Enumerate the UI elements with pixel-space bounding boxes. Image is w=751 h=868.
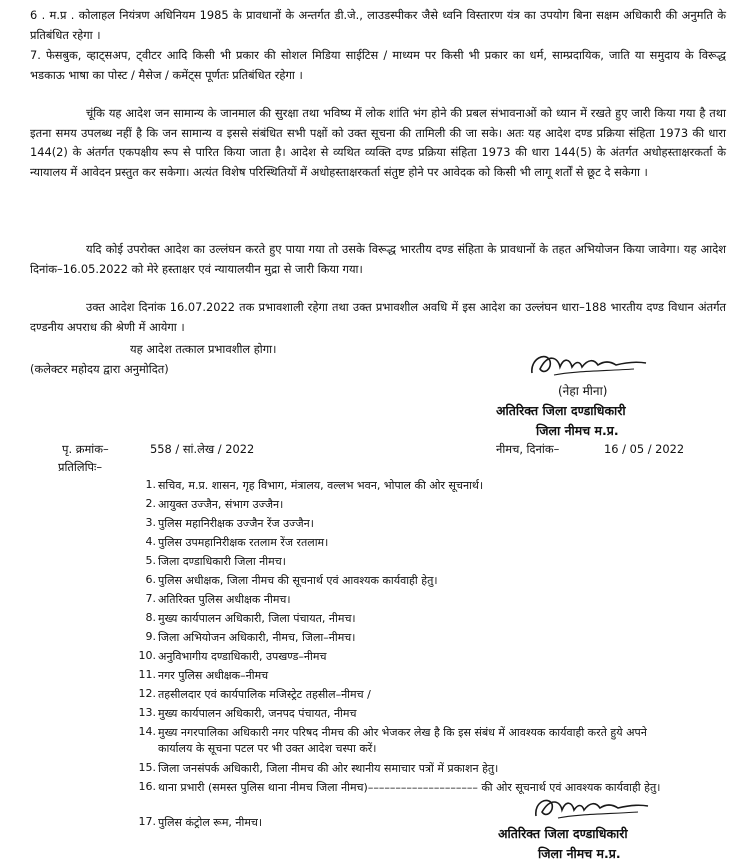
paragraph-validity-text: उक्त आदेश दिनांक 16.07.2022 तक प्रभावशाली रहेगा तथा उक्त प्रभावशील अवधि में इस आदेश का उल्लंघन धारा–188 भारतीय दण्ड विधान अंतर्गत दण्डनीय अपराध की श्रेणी में आयेगा । (30, 300, 726, 334)
cc-item-text: मुख्य नगरपालिका अधिकारी नगर परिषद नीमच की ओर भेजकर लेख है कि इस संबंध में आवश्यक कार्यवाही करते हुये अपने कार्यालय के सूचना पटल पर भी उक्त आदेश चस्पा करें। (158, 726, 647, 755)
cc-item-text: पुलिस महानिरीक्षक उज्जैन रेंज उज्जैन। (158, 517, 314, 530)
clause-7: 7. फेसबुक, व्हाट्सअप, ट्वीटर आदि किसी भी प्रकार की सोशल मिडिया साईटिस / माध्यम पर किसी भी प्रकार का धर्म, साम्प्रदायिक, जाति या समुदाय के विरूद्ध भडकाऊ भाषा का पोस्ट / मैसेज / कमेंट्स पूर्णतः प्रतिबंधित रहेगा । (30, 48, 726, 82)
cc-item-text: मुख्य कार्यपालन अधिकारी, जनपद पंचायत, नीमच (158, 707, 357, 720)
effective-statement: यह आदेश तत्काल प्रभावशील होगा। (130, 342, 277, 356)
cc-item-text: पुलिस उपमहानिरीक्षक रतलाम रेंज रतलाम। (158, 536, 329, 549)
cc-item-number: 1. (145, 478, 156, 491)
cc-item-text: सचिव, म.प्र. शासन, गृह विभाग, मंत्रालय, वल्लभ भवन, भोपाल की ओर सूचनार्थ। (158, 479, 484, 492)
cc-item-number: 4. (145, 535, 156, 548)
cc-item-number: 12. (138, 687, 156, 700)
cc-item-text: जिला जनसंपर्क अधिकारी, जिला नीमच की ओर स्थानीय समाचार पत्रों में प्रकाशन हेतु। (158, 762, 499, 775)
cc-item-text: थाना प्रभारी (समस्त पुलिस थाना नीमच जिला नीमच)–––––––––––––––––––– की ओर सूचनार्थ एवं आवश्यक कार्यवाही हेतु। (158, 781, 661, 794)
cc-item-number: 5. (145, 554, 156, 567)
cc-item-number: 15. (138, 761, 156, 774)
cc-item-text: जिला दण्डाधिकारी जिला नीमच। (158, 555, 286, 568)
cc-item-text: मुख्य कार्यपालन अधिकारी, जिला पंचायत, नीमच। (158, 612, 356, 625)
paragraph-order-reason (30, 104, 726, 182)
paragraph-validity (30, 298, 726, 337)
cc-item-text: नगर पुलिस अधीक्षक–नीमच (158, 669, 269, 682)
approval-note: (कलेक्टर महोदय द्वारा अनुमोदित) (30, 362, 169, 376)
clause-6: 6 . म.प्र . कोलाहल नियंत्रण अधिनियम 1985 के प्रावधानों के अन्तर्गत डी.जे., लाउडस्पीकर जैसे ध्वनि विस्तारण यंत्र का उपयोग बिना सक्षम अधिकारी की अनुमति के प्रतिबंधित रहेगा । (30, 8, 726, 42)
cc-item-number: 2. (145, 497, 156, 510)
paragraph-violation (30, 240, 726, 279)
signature-bottom (526, 790, 656, 826)
cc-item-number: 9. (145, 630, 156, 643)
memo-number-label: पृ. क्रमांक– (62, 442, 109, 456)
cc-item-text: अनुविभागीय दण्डाधिकारी, उपखण्ड–नीमच (158, 650, 327, 663)
signature-top (524, 345, 654, 385)
cc-item-number: 13. (138, 706, 156, 719)
cc-item-number: 14. (138, 725, 156, 738)
signatory-name: (नेहा मीना) (558, 384, 608, 398)
cc-item-number: 6. (145, 573, 156, 586)
memo-place-date-label: नीमच, दिनांक– (496, 442, 560, 456)
cc-item-number: 8. (145, 611, 156, 624)
cc-item-text: पुलिस अधीक्षक, जिला नीमच की सूचनार्थ एवं आवश्यक कार्यवाही हेतु। (158, 574, 438, 587)
memo-date: 16 / 05 / 2022 (604, 442, 685, 456)
cc-item-number: 3. (145, 516, 156, 529)
footer-signatory-title: अतिरिक्त जिला दण्डाधिकारी (498, 826, 628, 841)
cc-item-number: 10. (138, 649, 156, 662)
paragraph-violation-text: यदि कोई उपरोक्त आदेश का उल्लंघन करते हुए पाया गया तो उसके विरूद्ध भारतीय दण्ड संहिता के प्रावधानों के तहत अभियोजन किया जावेगा। यह आदेश दिनांक–16.05.2022 को मेरे हस्ताक्षर एवं न्यायालयीन मुद्रा से जारी किया गया। (30, 242, 726, 276)
paragraph-order-reason-text: चूंकि यह आदेश जन सामान्य के जानमाल की सुरक्षा तथा भविष्य में लोक शांति भंग होने की प्रबल संभावनाओं को ध्यान में रखते हुए जारी किया गया है तथा इतना समय उपलब्ध नहीं है कि जन सामान्य व इससे संबंधित सभी पक्षों को उक्त सूचना की तामिली की जा सके। अतः यह आदेश दण्ड प्रक्रिया संहिता 1973 की धारा 144(2) के अंतर्गत एकपक्षीय रूप से पारित किया जाता है। आदेश से व्यथित व्यक्ति दण्ड प्रक्रिया संहिता 1973 की धारा 144(5) के अंतर्गत अधोहस्ताक्षरकर्ता के न्यायालय में आवेदन प्रस्तुत कर सकेगा। अत्यंत विशेष परिस्थितियों में अधोहस्ताक्षरकर्ता संतुष्ट होने पर आवेदक को किसी भी लागू शर्तों से छूट दे सकेगा । (30, 106, 726, 179)
signatory-district: जिला नीमच म.प्र. (536, 423, 619, 438)
footer-signatory-district: जिला नीमच म.प्र. (538, 846, 621, 861)
cc-item-number: 7. (145, 592, 156, 605)
cc-item-number: 17. (138, 815, 156, 828)
cc-item-text: तहसीलदार एवं कार्यपालिक मजिस्ट्रेट तहसील–नीमच / (158, 688, 371, 701)
cc-item-number: 16. (138, 780, 156, 793)
cc-item-text: अतिरिक्त पुलिस अधीक्षक नीमच। (158, 593, 291, 606)
cc-item-number: 11. (138, 668, 156, 681)
cc-item-text: आयुक्त उज्जैन, संभाग उज्जैन। (158, 498, 284, 511)
memo-number: 558 / सां.लेख / 2022 (150, 442, 255, 456)
cc-item-text: पुलिस कंट्रोल रूम, नीमच। (158, 816, 263, 829)
cc-item-text: जिला अभियोजन अधिकारी, नीमच, जिला–नीमच। (158, 631, 356, 644)
copy-to-label: प्रतिलिपिः– (58, 460, 103, 474)
signatory-title: अतिरिक्त जिला दण्डाधिकारी (496, 403, 626, 418)
